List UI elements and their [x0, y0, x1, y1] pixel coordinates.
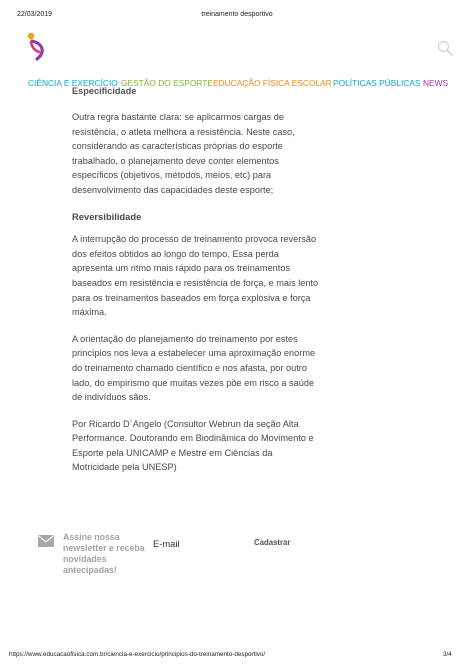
nav-item-gestao-esporte[interactable]: GESTÃO DO ESPORTE	[121, 78, 213, 88]
newsletter-text: Assine nossa newsletter e receba novidades antecipadas!	[63, 532, 145, 575]
print-header	[0, 11, 474, 21]
nav-item-politicas-publicas[interactable]: POLÍTICAS PÚBLICAS	[333, 78, 421, 88]
mail-icon	[38, 534, 54, 546]
print-page-number: 3/4	[443, 651, 452, 658]
nav-item-educacao-fisica-escolar[interactable]: EDUCAÇÃO FÍSICA ESCOLAR	[213, 78, 332, 88]
print-date: 22/03/2019	[17, 11, 53, 18]
nav-item-ciencia-exercicio[interactable]: CIÊNCIA E EXERCÍCIO	[28, 78, 118, 88]
email-field[interactable]	[153, 536, 243, 550]
print-url: https://www.educacaofisica.com.br/ciencia-e-exercicio/principios-do-treinamento-desportivo/	[9, 651, 266, 658]
print-footer	[0, 651, 474, 661]
subscribe-button[interactable]: Cadastrar	[254, 535, 296, 549]
paragraph-orientacao: A orientação do planejamento do treinamento por estes princípios nos leva a estabelecer uma aproximação enorme do treinamento chamado científico e nos afasta, por outro lado, do empirismo que muitas vezes põe em risco a saúde de indivíduos sãos.	[72, 333, 316, 403]
paragraph-especificidade: Outra regra bastante clara: se aplicarmos cargas de resistência, o atleta melhora a resistência. Neste caso, considerando as características próprias do esporte trabalhado, o planejamento deve conter elementos específicos (objetivos, métodos, meios, etc) para desenvolvimento das capacidades deste esporte;	[72, 112, 295, 195]
section-heading-reversibilidade: Reversibilidade	[72, 210, 142, 222]
search-icon[interactable]	[437, 40, 453, 56]
section-heading-especificidade: Especificidade	[72, 86, 137, 96]
author-bio: Por Ricardo D´Angelo (Consultor Webrun da seção Alta Performance. Doutorando em Biodinâmica do Movimento e Esporte pela UNICAMP e Mestre em Ciências da Motricidade pela UNESP)	[72, 418, 314, 473]
educacao-fisica-logo-icon[interactable]	[27, 32, 47, 62]
article-body	[72, 110, 322, 487]
print-page-title: treinamento desportivo	[201, 11, 273, 18]
newsletter-signup	[38, 532, 298, 575]
paragraph-reversibilidade: A interrupção do processo de treinamento provoca reversão dos efeitos obtidos ao longo do tempo. Essa perda apresenta um ritmo mais rápido para os treinamentos baseados em resistência e resistência de força, e mais lento para os treinamentos baseados em força explosiva e força máxima.	[72, 234, 319, 318]
nav-item-news[interactable]: NEWS	[423, 78, 449, 88]
